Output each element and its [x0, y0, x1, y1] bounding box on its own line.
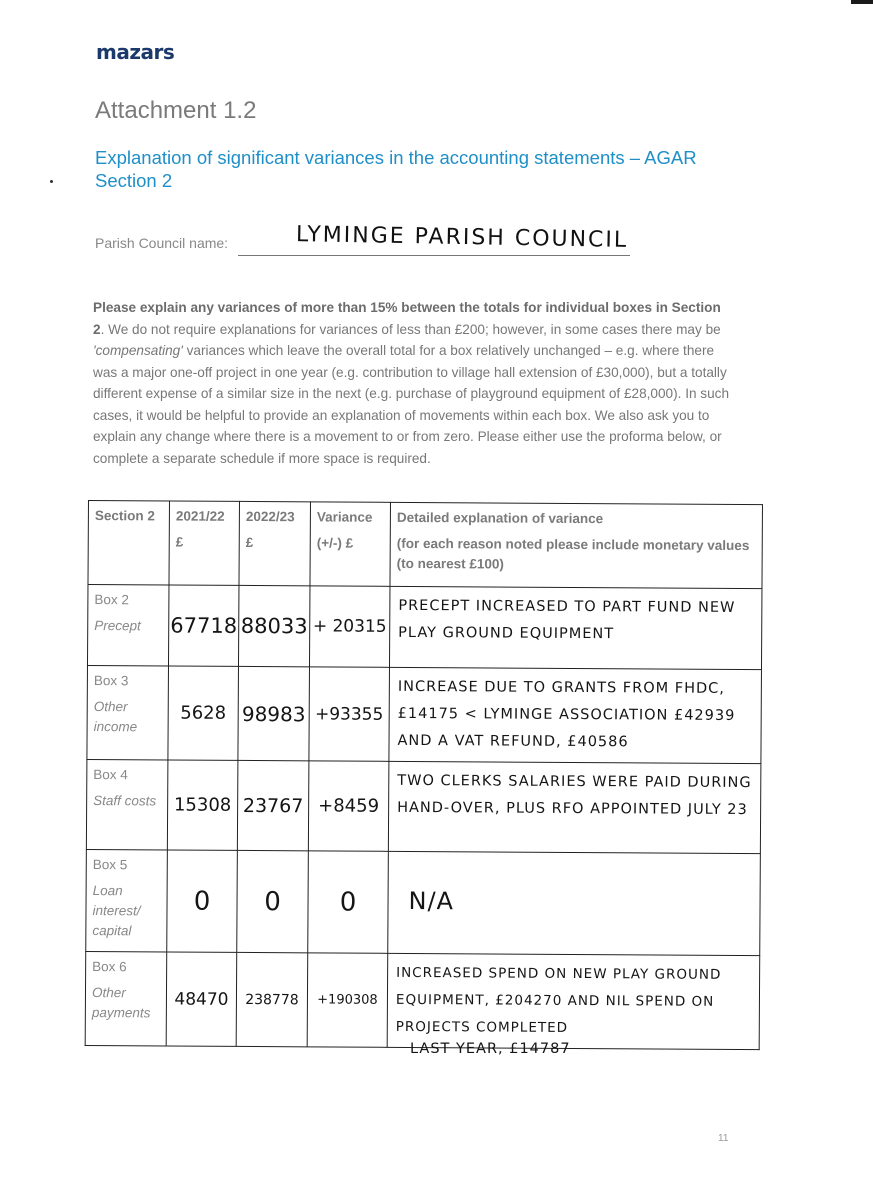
row-explanation: INCREASE DUE TO GRANTS FROM FHDC, £14175 < LYMINGE ASSOCIATION £42939 AND A VAT REFUND, £40586 — [389, 667, 762, 763]
header-2022-23: 2022/23 £ — [239, 501, 311, 585]
scan-speck — [50, 180, 53, 183]
row-explanation: N/A — [388, 851, 761, 955]
row-variance-value: +8459 — [308, 761, 389, 851]
corner-mark — [851, 0, 873, 4]
page-number: 11 — [718, 1133, 729, 1144]
row-box-label: Box 2 Precept — [87, 585, 168, 666]
row-2022-23-value: 98983 — [238, 666, 310, 760]
row-box-label: Box 4 Staff costs — [86, 759, 168, 849]
row-variance-value: +93355 — [309, 667, 390, 761]
header-variance-unit: (+/-) £ — [316, 535, 354, 551]
parish-council-underline — [238, 255, 630, 256]
row-2021-22-value: 15308 — [167, 760, 238, 850]
row-box-label: Box 6 Other payments — [85, 951, 167, 1045]
mazars-logo: mazars — [96, 40, 175, 64]
parish-council-label: Parish Council name: — [95, 235, 229, 251]
table-row — [86, 759, 761, 853]
row-box-label: Box 3 Other income — [87, 665, 169, 759]
instructions-text-1: . We do not require explanations for variances of less than £200; however, in some cases there may be — [100, 321, 721, 337]
instructions-italic: 'compensating' — [93, 343, 183, 358]
row-variance-value: + 20315 — [309, 586, 389, 667]
table-header-row — [88, 501, 763, 589]
row-2021-22-value: 48470 — [166, 952, 237, 1046]
attachment-heading: Attachment 1.2 — [95, 97, 257, 124]
row-2021-22-value: 0 — [167, 850, 238, 952]
header-2021-22: 2021/22 £ — [169, 501, 240, 585]
row-variance-value: 0 — [308, 851, 389, 953]
header-explanation-note: (for each reason noted please include monetary values (to nearest £100) — [396, 535, 750, 572]
row-2022-23-value: 88033 — [238, 585, 309, 666]
table-row — [86, 849, 761, 955]
explanation-overflow-text: LAST YEAR, £14787 — [410, 1041, 571, 1057]
page-subtitle: Explanation of significant variances in the accounting statements – AGAR Section 2 — [95, 147, 697, 191]
header-variance: Variance (+/-) £ — [310, 502, 391, 586]
table-row — [85, 951, 760, 1049]
variance-table-wrapper — [85, 500, 763, 1050]
instructions-text-2: variances which leave the overall total for a box relatively unchanged – e.g. where there was a major one-off project in one year (e.g. contribution to village hall extension of £30,000), but a totally different expense of a similar size in the next (e.g. purchase of playground equipment of £28,000). In such cases, it would be helpful to provide an explanation of movements within each box. We also ask you to explain any change where there is a movement to or from zero. Please either use the proforma below, or complete a separate schedule if more space is required. — [93, 343, 730, 466]
row-explanation: TWO CLERKS SALARIES WERE PAID DURING HAND-OVER, PLUS RFO APPOINTED JULY 23 — [388, 761, 761, 853]
header-section: Section 2 — [88, 501, 170, 585]
row-2021-22-value: 5628 — [168, 666, 239, 760]
parish-council-name: LYMINGE PARISH COUNCIL — [295, 222, 629, 253]
header-2022-23-unit: £ — [245, 534, 254, 551]
header-2021-22-unit: £ — [175, 534, 184, 550]
row-explanation: INCREASED SPEND ON NEW PLAY GROUND EQUIPMENT, £204270 AND NIL SPEND ON PROJECTS COMPLETED — [387, 953, 760, 1049]
table-row — [87, 585, 761, 670]
instructions-paragraph — [93, 297, 735, 469]
row-box-label: Box 5 Loan interest/ capital — [86, 849, 168, 951]
row-2022-23-value: 23767 — [237, 760, 309, 850]
row-2022-23-value: 238778 — [236, 952, 308, 1046]
variance-table — [85, 500, 763, 1050]
row-2021-22-value: 67718 — [168, 585, 238, 666]
instructions-bold: Please explain any variances of more than 15% between the totals for individual boxes in Section 2 — [93, 300, 721, 337]
row-variance-value: +190308 — [307, 953, 388, 1047]
header-explanation: Detailed explanation of variance (for each reason noted please include monetary values (to nearest £100) — [390, 502, 763, 588]
table-row — [87, 665, 762, 763]
row-explanation: PRECEPT INCREASED TO PART FUND NEW PLAY GROUND EQUIPMENT — [389, 586, 761, 669]
row-2022-23-value: 0 — [237, 850, 309, 952]
